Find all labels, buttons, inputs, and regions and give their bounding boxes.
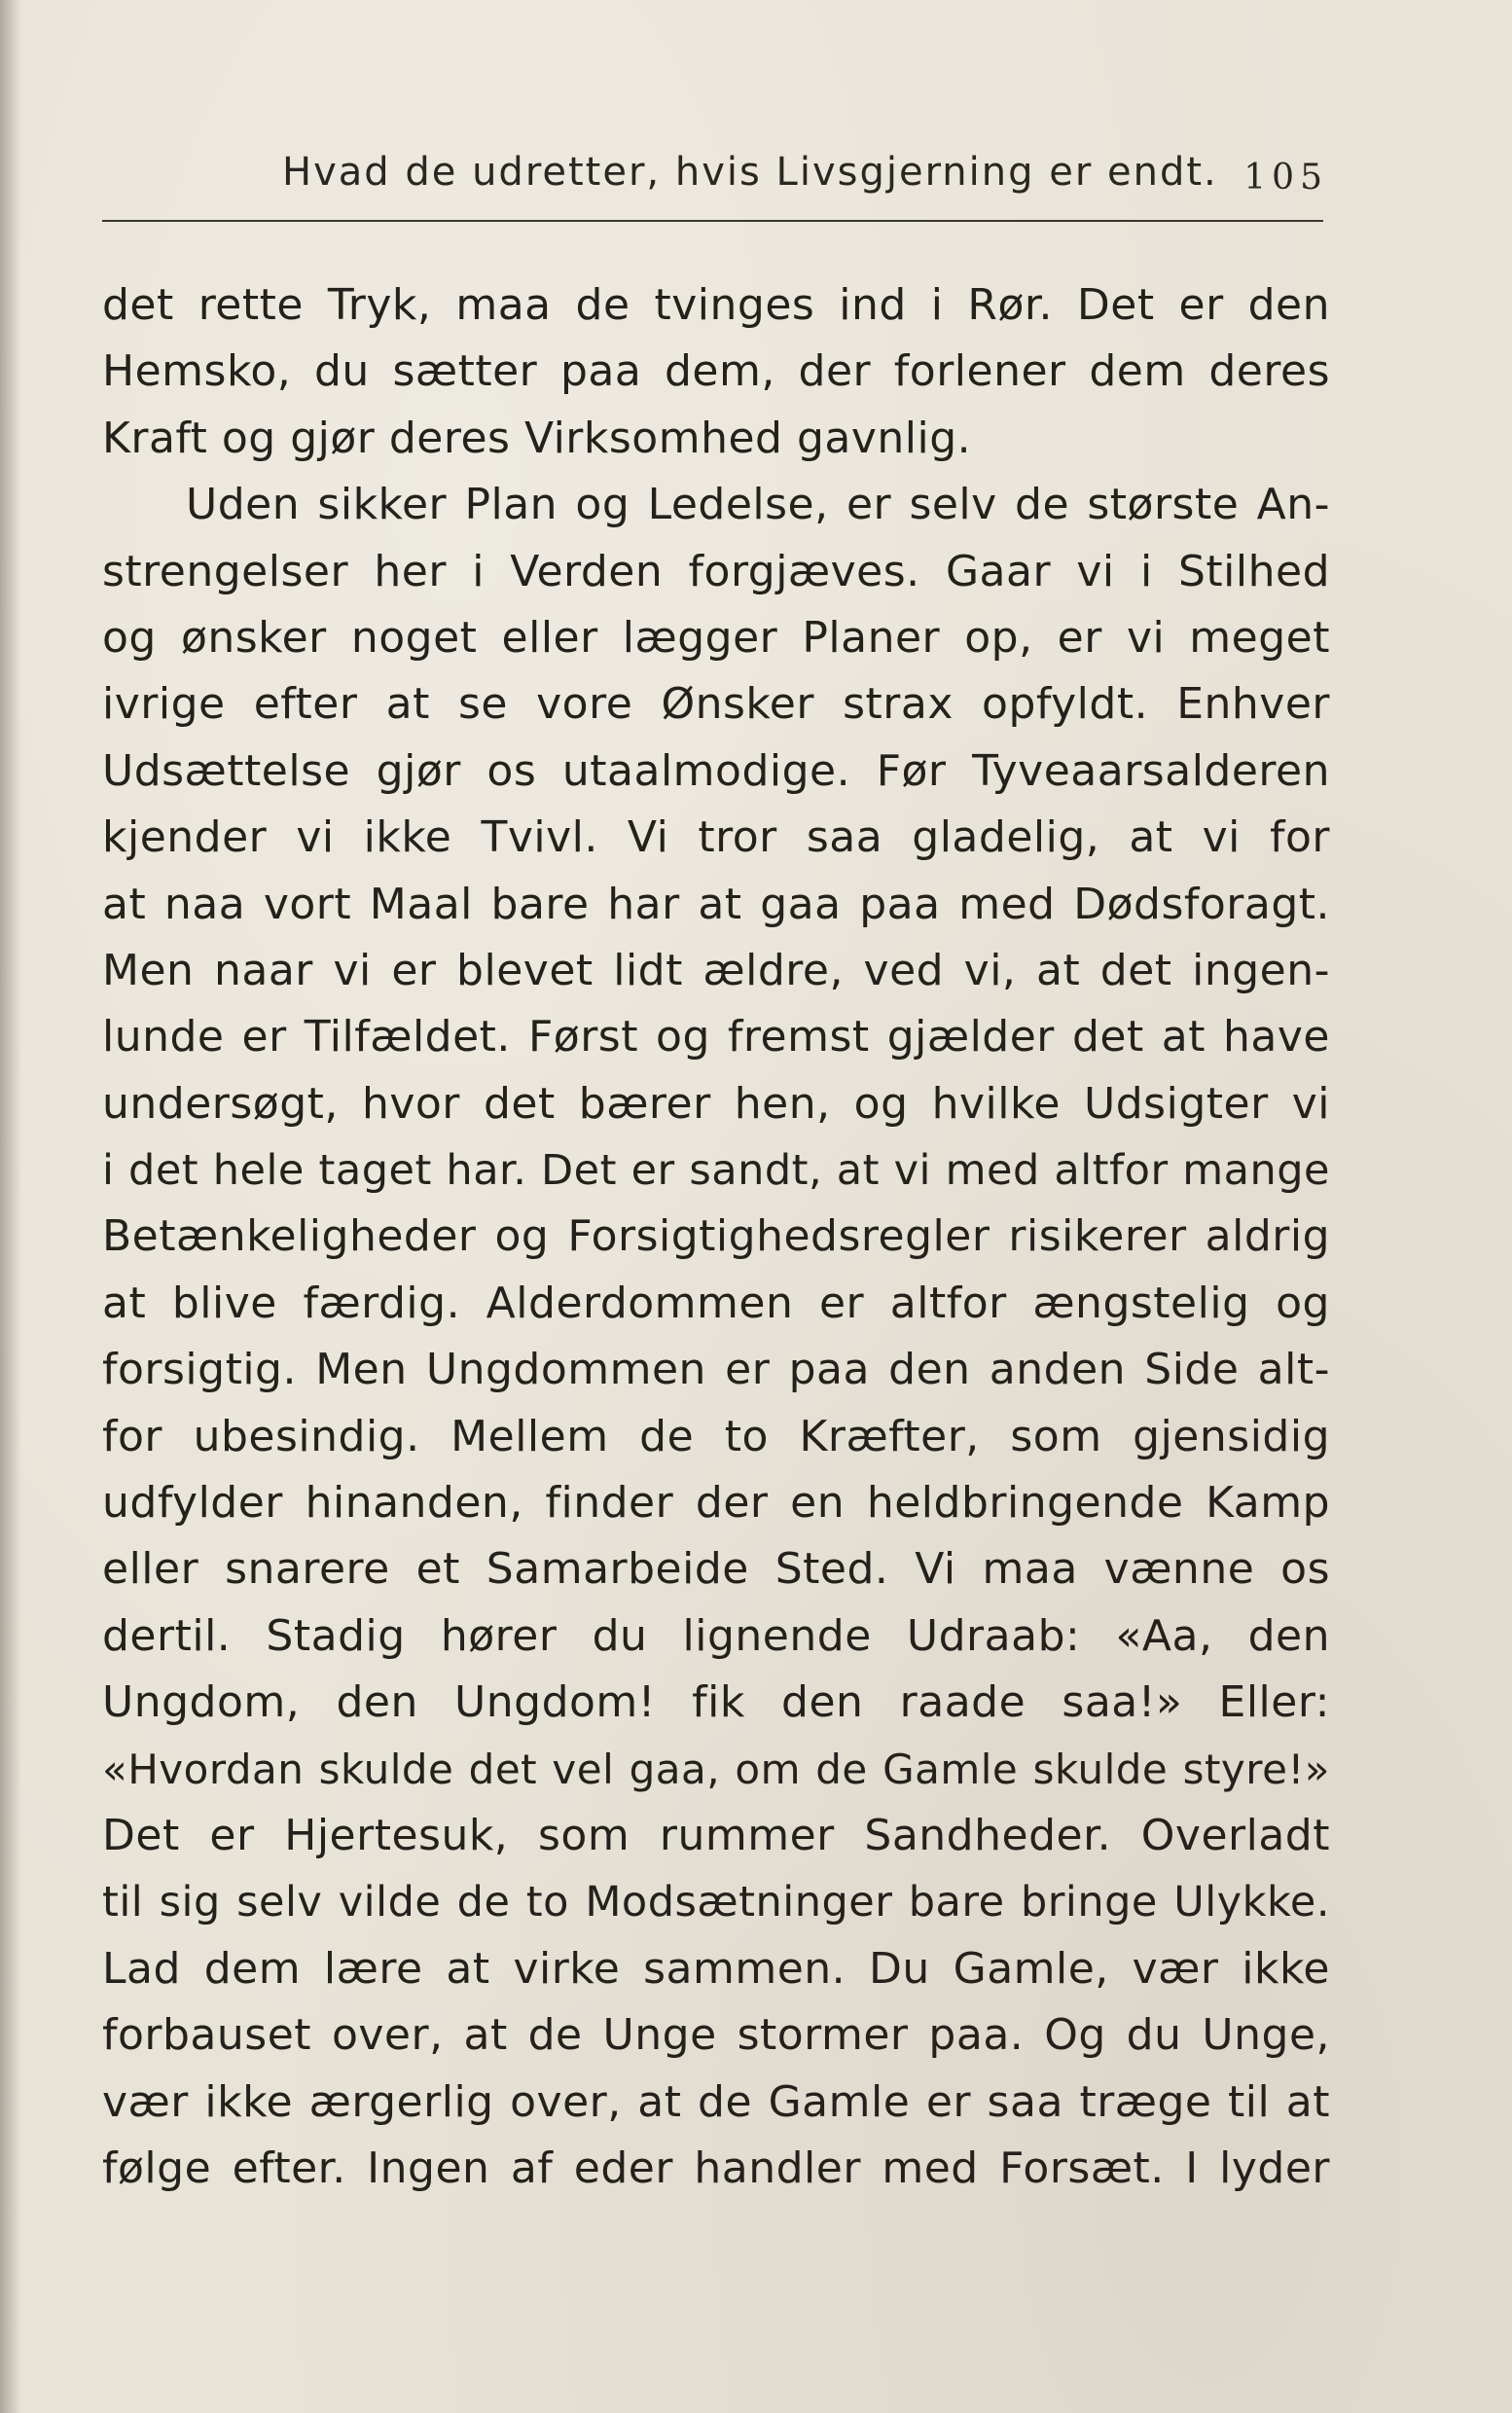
running-head: Hvad de udretter, hvis Livsgjerning er endt. <box>282 150 1218 195</box>
text-line: «Hvordan skulde det vel gaa, om de Gamle skulde styre!» <box>102 1745 1330 1793</box>
text-line: Det er Hjertesuk, som rummer Sandheder. Overladt <box>102 1810 1330 1860</box>
spine-shadow <box>0 0 21 2413</box>
text-line: forbauset over, at de Unge stormer paa. Og du Unge, <box>102 2010 1330 2061</box>
body-text <box>102 272 1330 2202</box>
text-line: Men naar vi er blevet lidt ældre, ved vi, at det ingen- <box>102 945 1330 995</box>
text-line: Udsættelse gjør os utaalmodige. Før Tyveaarsalderen <box>102 745 1330 796</box>
text-line: ivrige efter at se vore Ønsker strax opfyldt. Enhver <box>102 679 1330 730</box>
text-line: følge efter. Ingen af eder handler med Forsæt. I lyder <box>102 2143 1330 2193</box>
text-line: Ungdom, den Ungdom! fik den raade saa!» Eller: <box>102 1677 1330 1728</box>
text-line: at blive færdig. Alderdommen er altfor ængstelig og <box>102 1278 1330 1328</box>
text-line: Uden sikker Plan og Ledelse, er selv de største An- <box>186 480 1330 530</box>
text-line: lunde er Tilfældet. Først og fremst gjælder det at have <box>102 1012 1330 1062</box>
text-line: til sig selv vilde de to Modsætninger bare bringe Ulykke. <box>102 1878 1330 1927</box>
text-line: dertil. Stadig hører du lignende Udraab: «Aa, den <box>102 1610 1330 1661</box>
text-line: Lad dem lære at virke sammen. Du Gamle, vær ikke <box>102 1943 1330 1994</box>
text-line: vær ikke ærgerlig over, at de Gamle er saa træge til at <box>102 2076 1330 2127</box>
text-line: kjender vi ikke Tvivl. Vi tror saa gladelig, at vi for <box>102 812 1330 863</box>
text-line: forsigtig. Men Ungdommen er paa den anden Side alt- <box>102 1345 1330 1395</box>
header-rule <box>102 220 1323 222</box>
text-line: undersøgt, hvor det bærer hen, og hvilke Udsigter vi <box>102 1078 1330 1129</box>
page-header <box>102 146 1328 206</box>
text-line: strengelser her i Verden forgjæves. Gaar vi i Stilhed <box>102 546 1330 596</box>
text-line: i det hele taget har. Det er sandt, at vi med altfor mange <box>102 1146 1330 1196</box>
text-line: Betænkeligheder og Forsigtighedsregler risikerer aldrig <box>102 1211 1330 1262</box>
text-line: Hemsko, du sætter paa dem, der forlener dem deres <box>102 346 1330 397</box>
text-line: og ønsker noget eller lægger Planer op, er vi meget <box>102 612 1330 663</box>
page-number: 105 <box>1243 158 1328 198</box>
text-line: det rette Tryk, maa de tvinges ind i Rør. Det er den <box>102 280 1330 330</box>
text-line: for ubesindig. Mellem de to Kræfter, som gjensidig <box>102 1411 1330 1461</box>
text-line: udfylder hinanden, finder der en heldbringende Kamp <box>102 1478 1330 1529</box>
text-line: at naa vort Maal bare har at gaa paa med Dødsforagt. <box>102 879 1330 929</box>
text-line: Kraft og gjør deres Virksomhed gavnlig. <box>102 413 972 463</box>
text-line: eller snarere et Samarbeide Sted. Vi maa vænne os <box>102 1544 1330 1595</box>
